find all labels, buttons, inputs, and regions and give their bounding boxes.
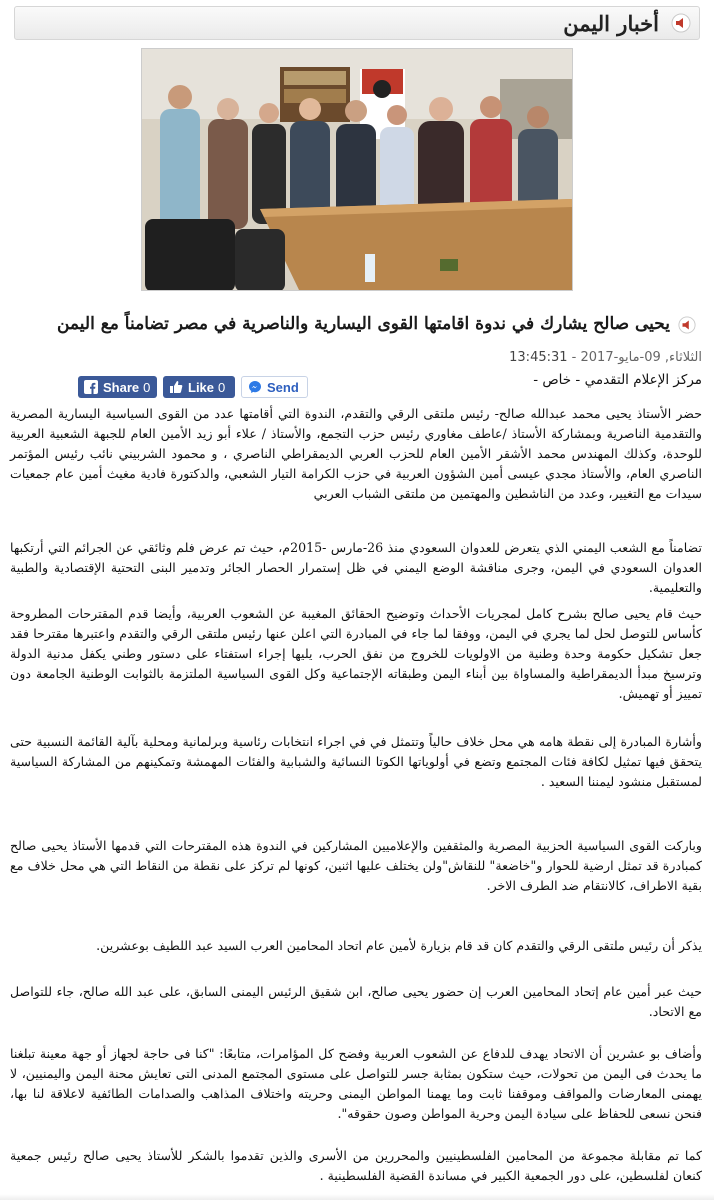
paragraph: حيث عبر أمين عام إتحاد المحامين العرب إن حضور يحيى صالح، ابن شقيق الرئيس اليمنى السابق، على عبد الله صالح، جاء للتواصل مع الاتحاد. [10, 984, 702, 1019]
facebook-like-button[interactable] [163, 376, 235, 398]
like-count: 0 [218, 379, 226, 395]
paragraph: وباركت القوى السياسية الحزبية المصرية والمثقفين والإعلاميين المشاركين في الندوة هذه المقترحات التي قدمها الأستاذ يحيى صالح كمبادرة قد تمثل ارضية للحوار و"خاضعة" للنقاش"ولن يختلف عليها اثنين، كونها لم تركز على نقطة من النقاط التي هي محل خلاف مع بقية الاطراف، كالانتقام ضد الطرف الاخر. [10, 838, 702, 893]
article-headline [14, 306, 700, 346]
share-label: Share [103, 379, 140, 395]
share-count: 0 [143, 379, 151, 395]
article-date [509, 350, 702, 365]
messenger-icon [248, 380, 262, 394]
article-source: مركز الإعلام التقدمي - خاص - [533, 372, 702, 388]
date-text: الثلاثاء, 09-مايو-2017 - [571, 350, 702, 365]
send-label: Send [267, 379, 299, 395]
messenger-send-button[interactable] [241, 376, 308, 398]
facebook-share-button[interactable] [78, 376, 157, 398]
news-photo [141, 48, 573, 291]
share-buttons [78, 376, 308, 400]
thumbs-up-icon [169, 380, 183, 394]
paragraph: وأضاف بو عشرين أن الاتحاد يهدف للدفاع عن الشعوب العربية وفضح كل المؤامرات، متابعًا: "كنا فى حاجة لجهاز أو جهة معينة تبلغنا ما يحدث فى اليمن من تحولات، حيث ستكون بمثابة جسر للتواصل على مستوى المجتمع المدنى التى تعايش محنة اليمن واليمنيين، لا يهمنى المعارضات والمواقف وموقفنا ثابت وما يهمنا المواطن اليمنى وحريته واختلاف المذاهب والصدامات الطائفية لاعلاقة لنا بها، فنحن نسعى للحفاظ على سيادة اليمن وحرية المواطن وصون حقوقه". [10, 1046, 702, 1121]
paragraph: يذكر أن رئيس ملتقى الرقي والتقدم كان قد قام بزيارة لأمين عام اتحاد المحامين العرب السيد عبد اللطيف بوعشرين. [96, 938, 702, 953]
time-text: 13:45:31 [509, 350, 568, 365]
section-title: أخبار اليمن [563, 11, 659, 36]
paragraph: حضر الأستاذ يحيى محمد عبدالله صالح- رئيس ملتقى الرقي والتقدم، الندوة التي أقامتها عدد من القوى السياسية اليسارية المصرية والتقدمية الناصرية وبمشاركة الأستاذ /عاطف مغاوري رئيس حزب التجمع، والأستاذ / علاء أبو زيد الأمين العام للجبهة الشعبية العربية للوحدة، وكذلك المهندس محمد الأشقر الأمين العام للحزب العربي الديمقراطي الناصري ، و محمود الشربيني نائب رئيس المؤتمر الناصري العام، والأستاذ مجدي عيسى أمين الشؤون العربية في حزب الكرامة التيار الشعبي، والدكتورة فادية مغيث أمين عام جمعيات سيدات مع التغيير، وعدد من الناشطين والمهتمين من ملتقى الشباب العربي [10, 406, 702, 501]
paragraph: كما تم مقابلة مجموعة من المحامين الفلسطينيين والمحررين من الأسرى والذين تقدموا بالشكر للأستاذ يحيى صالح رئيس جمعية كنعان لفلسطين، على دور الجمعية الكبير في مساندة القضية الفلسطينية . [10, 1148, 702, 1183]
facebook-icon [84, 380, 98, 394]
paragraph: تضامناً مع الشعب اليمني الذي يتعرض للعدوان السعودي منذ 26-مارس -2015م، حيث تم عرض فلم وثائقي عن الجرائم التي أرتكبها العدوان السعودي في اليمن، وجرى مناقشة الوضع اليمني في ظل إستمرار الحصار الجائر وتدمير البنى التحتية الإقتصادية والطبية والتعليمية. [10, 540, 702, 595]
paragraph: وأشارة المبادرة إلى نقطة هامه هي محل خلاف حالياً وتتمثل في في اجراء انتخابات رئاسية وبرلمانية ومحلية بآلية القائمة النسبية حتى يتحقق فيها تمثيل لكافة فئات المجتمع وتضع في أولوياتها الكوتا النسائية والشبابية والفئات المهمشة وتمكينهم من المشاركة السياسية لمستقبل منشود ليمننا السعيد . [10, 734, 702, 789]
speaker-icon[interactable] [678, 316, 696, 334]
paragraph: حيث قام يحيى صالح بشرح كامل لمجريات الأحداث وتوضيح الحقائق المغيبة عن الشعوب العربية، وأيضا قدم المقترحات المطروحة كأساس للتوصل لحل لما يجري في اليمن، ووفقا لما جاء في المبادرة التي اعلن عنها رئيس ملتقى الرقي والتقدم واعتبرها مقترحا فقد جعل تشكيل حكومة وحدة وطنية من الاولويات للخروج من نفق الحرب، يليها إجراء استفتاء على دستور وطني يكفل مدنية الدولة وترسيخ مبدأ الديمقراطية والمساواة بين أبناء اليمن وطبقاته الإجتماعية وكل القوى السياسية الملتزمة بالثوابت الوطنية الجامعة دون تمييز أو تهميش. [10, 606, 702, 701]
speaker-icon[interactable] [671, 13, 691, 33]
section-header [14, 6, 700, 40]
headline-text: يحيى صالح يشارك في ندوة اقامتها القوى اليسارية والناصرية في مصر تضامناً مع اليمن [56, 314, 670, 334]
bottom-edge [0, 1194, 714, 1200]
like-label: Like [188, 379, 215, 395]
